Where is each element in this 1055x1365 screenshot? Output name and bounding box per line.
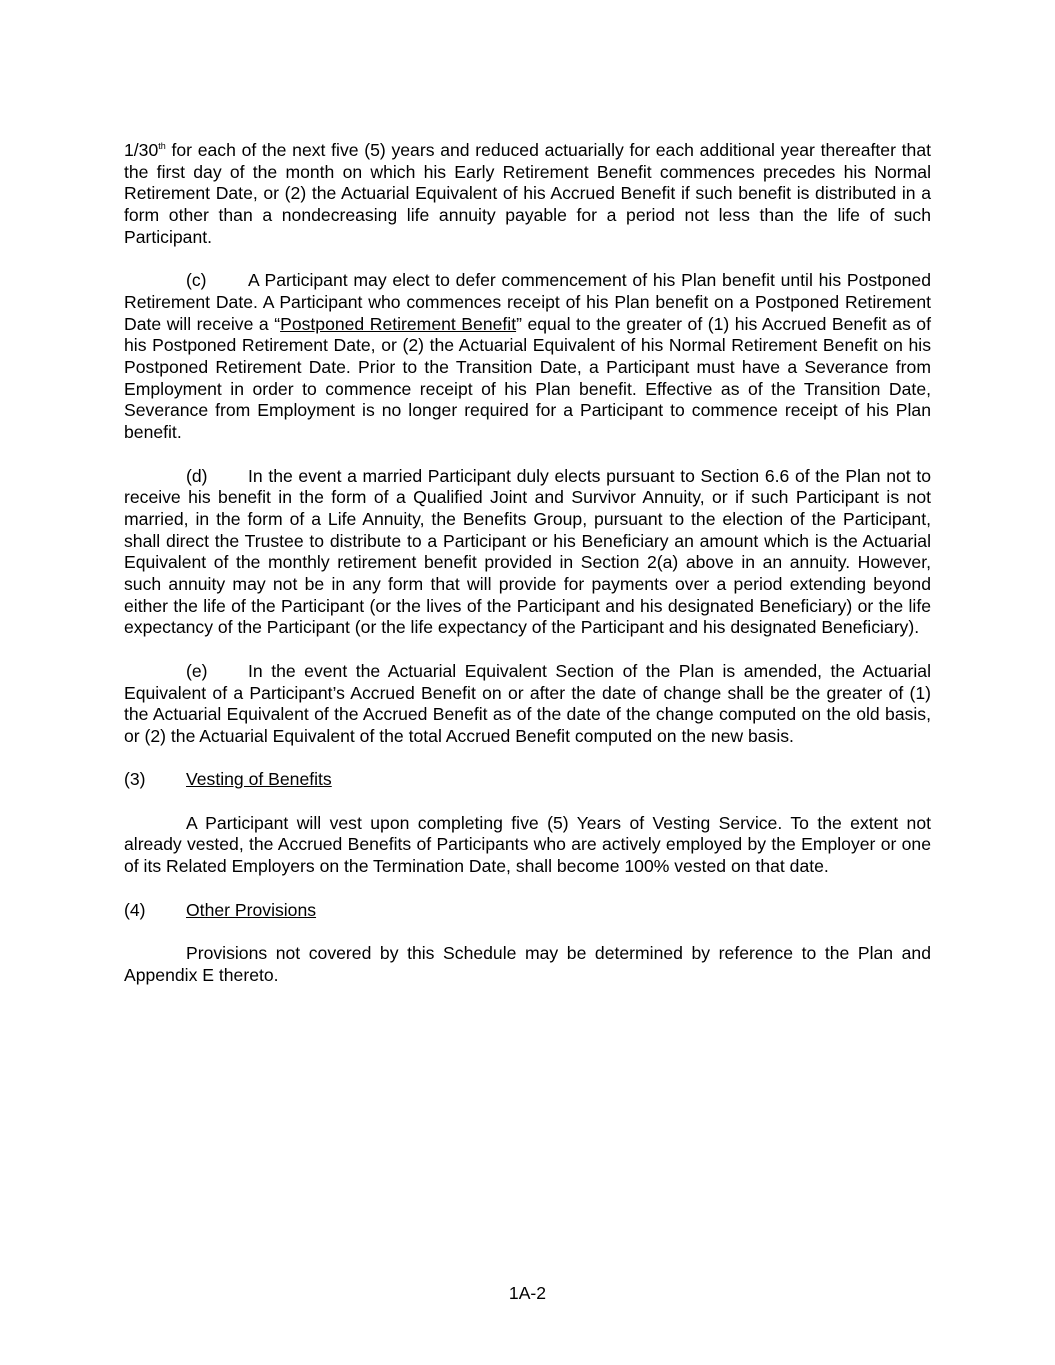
defined-term-postponed-retirement-benefit: Postponed Retirement Benefit: [280, 313, 517, 334]
section-3-paragraph: A Participant will vest upon completing five (5) Years of Vesting Service. To the extent not already vested, the Accrued Benefits of Participants who are actively employed by the Employer or one of its Related Employers on the Termination Date, shall become 100% vested on that date.: [124, 812, 931, 877]
section-4-title: Other Provisions: [186, 899, 317, 920]
ordinal-superscript: th: [158, 141, 166, 152]
paragraph-c-label: (c): [186, 270, 207, 291]
section-3-title: Vesting of Benefits: [186, 769, 332, 790]
paragraph-d: [124, 466, 931, 640]
section-4-heading: [124, 900, 931, 922]
paragraph-e-text: In the event the Actuarial Equivalent Section of the Plan is amended, the Actuarial Equivalent of a Participant’s Accrued Benefit on or after the date of change shall be the greater of (1) the Actuarial Equivalent of the Accrued Benefit as of the date of the change computed on the old basis, or (2) the Actuarial Equivalent of the total Accrued Benefit computed on the new basis.: [124, 660, 931, 746]
paragraph-e-label: (e): [186, 660, 208, 681]
section-3-number: (3): [124, 769, 146, 790]
section-4-paragraph: Provisions not covered by this Schedule may be determined by reference to the Plan and Appendix E thereto.: [124, 942, 931, 985]
paragraph-c-text-2: ” equal to the greater of (1) his Accrued Benefit as of his Postponed Retirement Date, or (2) the Actuarial Equivalent of his Normal Retirement Benefit on his Postponed Retirement Date. Prior to the Transition Date, a Participant must have a Severance from Employment in order to commence receipt of his Plan benefit. Effective as of the Transition Date, Severance from Employment is no longer required for a Participant to commence receipt of his Plan benefit.: [124, 313, 931, 443]
paragraph-d-label: (d): [186, 465, 208, 486]
continuation-paragraph: [124, 140, 931, 249]
paragraph-e: [124, 661, 931, 748]
continuation-lead: 1/30: [124, 140, 159, 160]
paragraph-c-text-1: A Participant may elect to defer commencement of his Plan benefit until his Postponed Retirement Date. A Participant who commences receipt of his Plan benefit on a Postponed Retirement Date will receive a “: [124, 270, 931, 334]
page-number: 1A-2: [508, 1283, 547, 1303]
section-4-number: (4): [124, 899, 146, 920]
continuation-text: for each of the next five (5) years and reduced actuarially for each additional year thereafter that the first day of the month on which his Early Retirement Benefit commences precedes his Normal Retirement Date, or (2) the Actuarial Equivalent of his Accrued Benefit if such benefit is distributed in a form other than a nondecreasing life annuity payable for a period not less than the life of such Participant.: [124, 140, 931, 247]
paragraph-d-text: In the event a married Participant duly elects pursuant to Section 6.6 of the Plan not to receive his benefit in the form of a Qualified Joint and Survivor Annuity, or if such Participant is not married, in the form of a Life Annuity, the Benefits Group, pursuant to the election of the Participant, shall direct the Trustee to distribute to a Participant or his Beneficiary an amount which is the Actuarial Equivalent of the monthly retirement benefit provided in Section 2(a) above in an annuity. However, such annuity may not be in any form that will provide for payments over a period extending beyond either the life of the Participant (or the lives of the Participant and his designated Beneficiary) or the life expectancy of the Participant (or the life expectancy of the Participant and his designated Beneficiary).: [124, 465, 931, 638]
paragraph-c: [124, 270, 931, 444]
section-3-heading: [124, 769, 931, 791]
document-body: [124, 140, 931, 986]
